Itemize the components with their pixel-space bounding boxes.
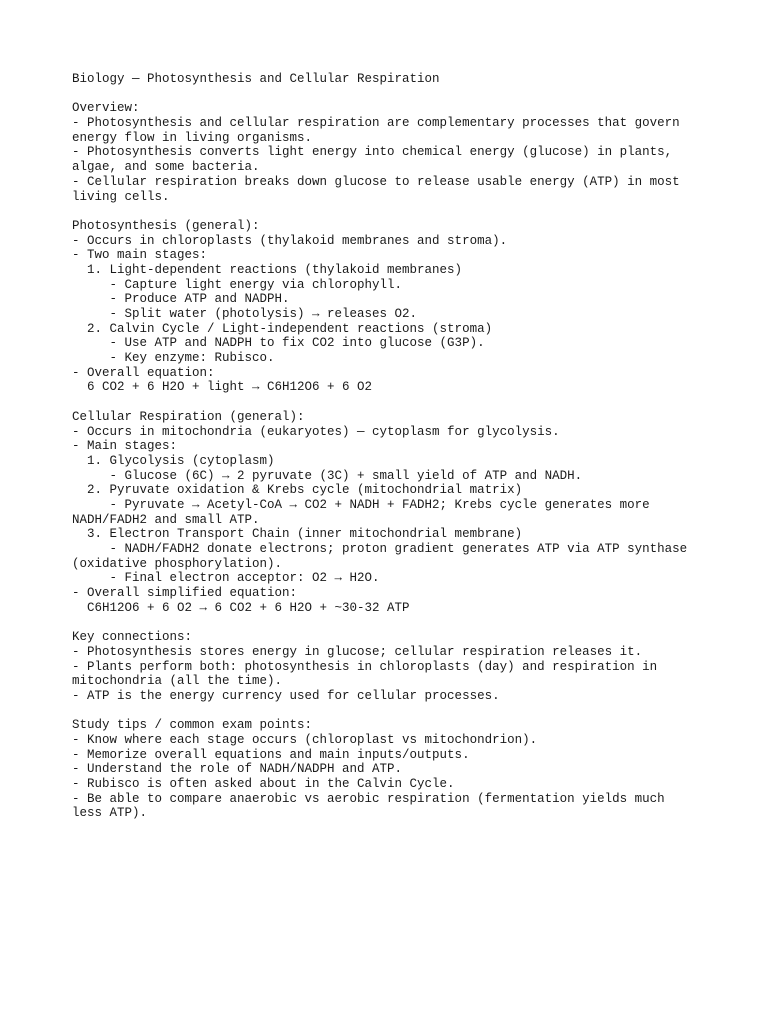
text-line: algae, and some bacteria. — [72, 160, 260, 175]
text-line: - Memorize overall equations and main inputs/outputs. — [72, 747, 470, 762]
text-line: 2. Calvin Cycle / Light-independent reactions (stroma) — [72, 321, 493, 336]
text-line: - Occurs in mitochondria (eukaryotes) — cytoplasm for glycolysis. — [72, 424, 560, 439]
section-key-connections — [72, 630, 732, 703]
text-line: - Split water (photolysis) → releases O2. — [72, 307, 418, 321]
text-line: - ATP is the energy currency used for cellular processes. — [72, 688, 500, 703]
text-line: NADH/FADH2 and small ATP. — [72, 512, 260, 527]
text-line: - Pyruvate → Acetyl-CoA → CO2 + NADH + FADH2; Krebs cycle generates more — [72, 497, 650, 512]
text-line: - Photosynthesis converts light energy into chemical energy (glucose) in plants, — [72, 145, 673, 160]
text-line: 1. Light-dependent reactions (thylakoid membranes) — [72, 262, 463, 277]
section-heading: Overview: — [72, 101, 140, 116]
text-line: - Cellular respiration breaks down glucose to release usable energy (ATP) in most — [72, 174, 680, 189]
text-line: - Know where each stage occurs (chloroplast vs mitochondrion). — [72, 732, 538, 747]
section-heading: Cellular Respiration (general): — [72, 409, 305, 424]
text-line: - Key enzyme: Rubisco. — [72, 351, 275, 366]
text-line: less ATP). — [72, 806, 148, 821]
text-line: - Photosynthesis stores energy in glucose; cellular respiration releases it. — [72, 644, 643, 659]
text-line: - Plants perform both: photosynthesis in chloroplasts (day) and respiration in — [72, 659, 658, 674]
text-line: - Overall simplified equation: — [72, 586, 298, 601]
text-line: 6 CO2 + 6 H2O + light → C6H12O6 + 6 O2 — [72, 380, 373, 395]
text-line: - Use ATP and NADPH to fix CO2 into glucose (G3P). — [72, 336, 485, 351]
spacer — [72, 87, 732, 102]
text-line: - Be able to compare anaerobic vs aerobic respiration (fermentation yields much — [72, 791, 665, 806]
text-line: - Photosynthesis and cellular respiration are complementary processes that govern — [72, 116, 680, 131]
text-line: - Occurs in chloroplasts (thylakoid membranes and stroma). — [72, 233, 508, 248]
section-heading: Key connections: — [72, 630, 193, 645]
section-study-tips — [72, 718, 732, 821]
text-line: 3. Electron Transport Chain (inner mitochondrial membrane) — [72, 527, 523, 542]
spacer — [72, 204, 732, 219]
document-body — [72, 101, 732, 821]
section-overview — [72, 101, 732, 204]
text-line: - Capture light energy via chlorophyll. — [72, 277, 403, 292]
section-respiration — [72, 410, 732, 616]
text-line: 1. Glycolysis (cytoplasm) — [72, 453, 275, 468]
document-page — [72, 72, 732, 821]
spacer — [72, 395, 732, 410]
text-line: - Two main stages: — [72, 248, 208, 263]
text-line: - Main stages: — [72, 439, 178, 454]
text-line: 2. Pyruvate oxidation & Krebs cycle (mitochondrial matrix) — [72, 483, 523, 498]
text-line: living cells. — [72, 189, 170, 204]
section-heading: Photosynthesis (general): — [72, 218, 260, 233]
text-line: - Rubisco is often asked about in the Calvin Cycle. — [72, 777, 455, 791]
document-title: Biology — Photosynthesis and Cellular Respiration — [72, 72, 440, 86]
section-photosynthesis — [72, 219, 732, 395]
text-line: - Overall equation: — [72, 365, 215, 380]
text-line: - Understand the role of NADH/NADPH and ATP. — [72, 762, 403, 777]
text-line: (oxidative phosphorylation). — [72, 556, 283, 571]
text-line: energy flow in living organisms. — [72, 130, 313, 145]
spacer — [72, 704, 732, 719]
text-line: C6H12O6 + 6 O2 → 6 CO2 + 6 H2O + ~30-32 ATP — [72, 600, 410, 615]
text-line: - Produce ATP and NADPH. — [72, 292, 290, 307]
section-heading: Study tips / common exam points: — [72, 718, 313, 733]
spacer — [72, 615, 732, 630]
text-line: - Glucose (6C) → 2 pyruvate (3C) + small yield of ATP and NADH. — [72, 468, 583, 483]
text-line: - Final electron acceptor: O2 → H2O. — [72, 571, 380, 586]
text-line: - NADH/FADH2 donate electrons; proton gradient generates ATP via ATP synthase — [72, 542, 688, 556]
text-line: mitochondria (all the time). — [72, 674, 283, 689]
